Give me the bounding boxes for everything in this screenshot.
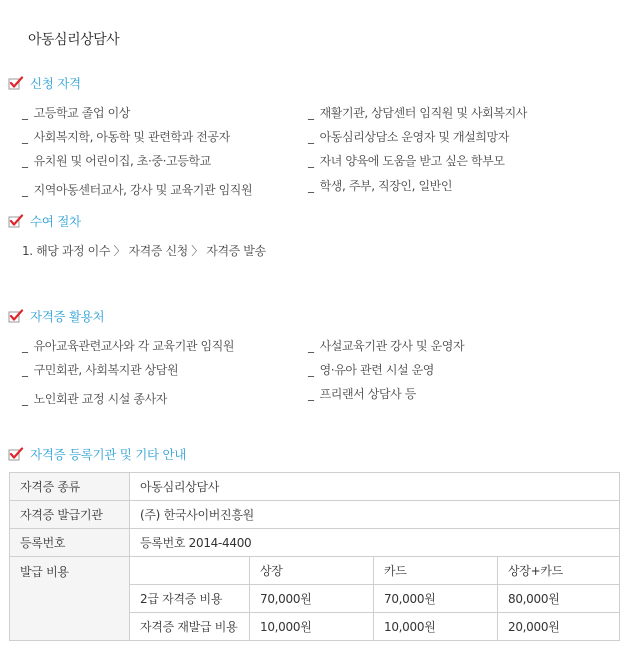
check-icon [8, 76, 24, 90]
fee-cell: 20,000원 [498, 613, 620, 641]
list-item: _ 프리랜서 상담사 등 [308, 387, 416, 401]
list-item: _ 유아교육관련교사와 각 교육기관 임직원 [22, 339, 235, 353]
row-label: 등록번호 [10, 529, 130, 557]
list-item: _ 영·유아 관련 시설 운영 [308, 363, 434, 377]
fee-header: 상장 [250, 557, 374, 585]
procedure-text: 1. 해당 과정 이수 〉 자격증 신청 〉 자격증 발송 [22, 244, 266, 258]
section-title: 수여 절차 [30, 214, 81, 229]
list-item: _ 사설교육기관 강사 및 운영자 [308, 339, 465, 353]
row-label: 자격증 발급기관 [10, 501, 130, 529]
page-title: 아동심리상담사 [28, 32, 120, 48]
fee-cell: 70,000원 [374, 585, 498, 613]
fee-row-name: 2급 자격증 비용 [130, 585, 250, 613]
table-row [10, 473, 620, 501]
section-title: 자격증 활용처 [30, 309, 105, 324]
row-value: (주) 한국사이버진흥원 [130, 501, 620, 529]
list-item: _ 재활기관, 상담센터 임직원 및 사회복지사 [308, 106, 527, 120]
list-item: _ 학생, 주부, 직장인, 일반인 [308, 179, 453, 193]
list-item: _ 구민회관, 사회복지관 상담원 [22, 363, 179, 377]
registry-table [9, 472, 620, 641]
row-value: 아동심리상담사 [130, 473, 620, 501]
section-title: 자격증 등록기관 및 기타 안내 [30, 447, 186, 462]
fee-label: 발급 비용 [10, 557, 130, 641]
section-procedure [8, 212, 81, 230]
fee-cell: 80,000원 [498, 585, 620, 613]
list-item: _ 아동심리상담소 운영자 및 개설희망자 [308, 130, 509, 144]
fee-header-blank [130, 557, 250, 585]
row-value: 등록번호 2014-4400 [130, 529, 620, 557]
section-registry [8, 445, 186, 463]
fee-header: 상장+카드 [498, 557, 620, 585]
check-icon [8, 309, 24, 323]
list-item: _ 유치원 및 어린이집, 초·중·고등학교 [22, 154, 211, 168]
fee-header: 카드 [374, 557, 498, 585]
fee-cell: 10,000원 [250, 613, 374, 641]
section-qualification [8, 74, 81, 92]
section-title: 신청 자격 [30, 76, 81, 91]
list-item: _ 지역아동센터교사, 강사 및 교육기관 임직원 [22, 183, 253, 197]
check-icon [8, 447, 24, 461]
fee-row-name: 자격증 재발급 비용 [130, 613, 250, 641]
table-row [10, 529, 620, 557]
table-row [10, 501, 620, 529]
fee-cell: 70,000원 [250, 585, 374, 613]
row-label: 자격증 종류 [10, 473, 130, 501]
table-row [10, 557, 620, 585]
section-usage [8, 307, 104, 325]
list-item: _ 고등학교 졸업 이상 [22, 106, 130, 120]
fee-cell: 10,000원 [374, 613, 498, 641]
check-icon [8, 214, 24, 228]
list-item: _ 노인회관 교정 시설 종사자 [22, 392, 167, 406]
list-item: _ 자녀 양육에 도움을 받고 싶은 학부모 [308, 154, 505, 168]
list-item: _ 사회복지학, 아동학 및 관련학과 전공자 [22, 130, 230, 144]
